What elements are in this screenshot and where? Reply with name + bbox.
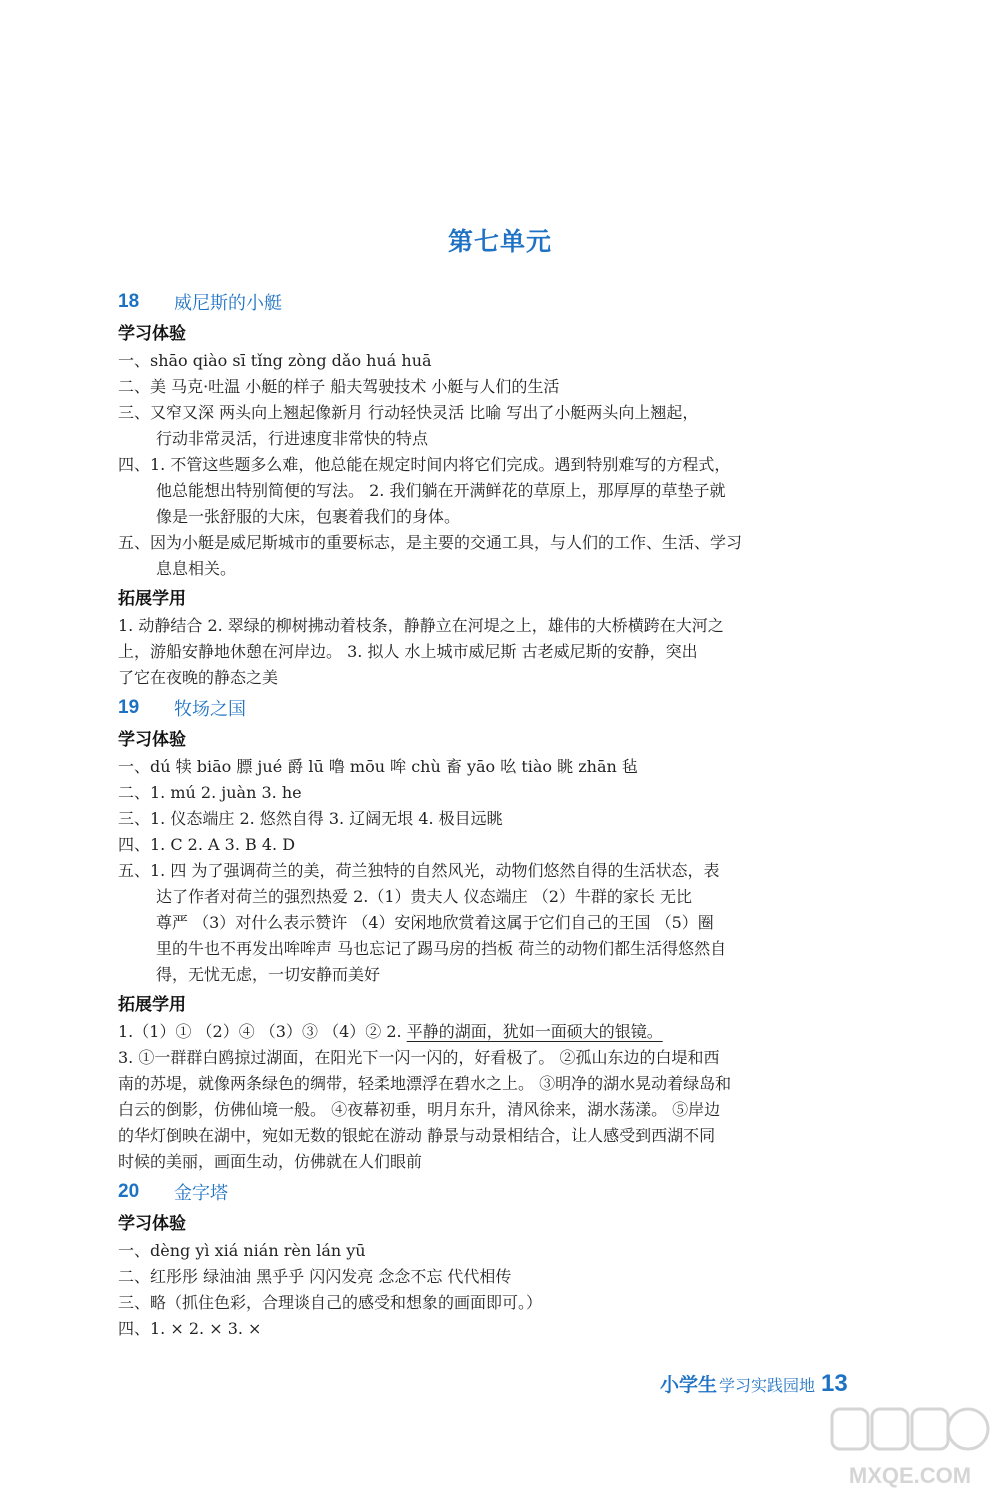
- lesson-number: 18: [118, 291, 140, 312]
- section-heading: 拓展学用: [118, 995, 186, 1015]
- answer-line: 的华灯倒映在湖中，宛如无数的银蛇在游动 静景与动景相结合，让人感受到西湖不同: [118, 1126, 716, 1145]
- answer-line: 白云的倒影，仿佛仙境一般。 ④夜幕初垂，明月东升，清风徐来，湖水荡漾。 ⑤岸边: [118, 1100, 721, 1119]
- answer-line: 时候的美丽，画面生动，仿佛就在人们眼前: [118, 1152, 423, 1171]
- answer-line: 3. ①一群群白鸥掠过湖面，在阳光下一闪一闪的，好看极了。 ②孤山东边的白堤和西: [118, 1048, 720, 1067]
- lesson-title: 金字塔: [174, 1183, 228, 1204]
- watermark-logo: [830, 1405, 990, 1491]
- section-heading: 学习体验: [118, 324, 186, 344]
- answer-line: 四、1. C 2. A 3. B 4. D: [118, 835, 296, 854]
- answer-line: 二、美 马克·吐温 小艇的样子 船夫驾驶技术 小艇与人们的生活: [118, 377, 560, 396]
- lesson-heading: [118, 1177, 888, 1207]
- unit-title: 第七单元: [447, 227, 552, 256]
- page-number: 13: [821, 1370, 848, 1397]
- answer-line: 1. 动静结合 2. 翠绿的柳树拂动着枝条，静静立在河堤之上，雄伟的大桥横跨在大河之: [118, 616, 724, 635]
- svg-text:MXQE.COM: MXQE.COM: [848, 1463, 972, 1488]
- answer-line: 他总能想出特别简便的写法。 2. 我们躺在开满鲜花的草原上，那厚厚的草垫子就: [156, 481, 726, 500]
- section-heading: 学习体验: [118, 1214, 186, 1234]
- answer-line: 南的苏堤，就像两条绿色的绸带，轻柔地漂浮在碧水之上。 ③明净的湖水晃动着绿岛和: [118, 1074, 732, 1093]
- answer-line: 像是一张舒服的大床，包裹着我们的身体。: [156, 507, 461, 526]
- answer-line: 三、1. 仪态端庄 2. 悠然自得 3. 辽阔无垠 4. 极目远眺: [118, 809, 503, 828]
- answer-line: 得，无忧无虑，一切安静而美好: [156, 965, 381, 984]
- footer-brand: [660, 1370, 848, 1398]
- section-heading: 拓展学用: [118, 589, 186, 609]
- answer-line: 上，游船安静地休憩在河岸边。 3. 拟人 水上城市威尼斯 古老威尼斯的安静，突出: [118, 642, 698, 661]
- lesson-title: 牧场之国: [174, 699, 246, 720]
- answer-line: 三、略（抓住色彩，合理谈自己的感受和想象的画面即可。）: [118, 1293, 543, 1312]
- answer-line: 息息相关。: [156, 559, 237, 578]
- answer-line: 二、1. mú 2. juàn 3. he: [118, 783, 302, 802]
- answer-content: [118, 285, 888, 1342]
- answer-line: [118, 1019, 888, 1045]
- answer-line: 了它在夜晚的静态之美: [118, 668, 279, 687]
- answer-line: 一、dèng yì xiá nián rèn lán yū: [118, 1241, 366, 1260]
- brand-sub: 学习实践园地: [719, 1376, 816, 1395]
- lesson-number: 19: [118, 697, 140, 718]
- answer-line: 三、又窄又深 两头向上翘起像新月 行动轻快灵活 比喻 写出了小艇两头向上翘起，: [118, 403, 699, 422]
- answer-line: 五、1. 四 为了强调荷兰的美，荷兰独特的自然风光，动物们悠然自得的生活状态，表: [118, 861, 720, 880]
- answer-line: 里的牛也不再发出哞哞声 马也忘记了踢马房的挡板 荷兰的动物们都生活得悠然自: [156, 939, 727, 958]
- lesson-title: 威尼斯的小艇: [174, 293, 282, 314]
- lesson-number: 20: [118, 1181, 140, 1202]
- answer-text: 1.（1）① （2）④ （3）③ （4）② 2.: [118, 1022, 407, 1041]
- answer-line: 尊严 （3）对什么表示赞许 （4）安闲地欣赏着这属于它们自己的王国 （5）圈: [156, 913, 714, 932]
- answer-line: 一、shāo qiào sī tǐng zòng dǎo huá huā: [118, 351, 432, 370]
- answer-line: 五、因为小艇是威尼斯城市的重要标志，是主要的交通工具，与人们的工作、生活、学习: [118, 533, 743, 552]
- answer-line: 四、1. × 2. × 3. ×: [118, 1319, 262, 1338]
- lesson-heading: [118, 693, 888, 723]
- underlined-answer: 平静的湖面，犹如一面硕大的银镜。: [406, 1022, 663, 1041]
- answer-line: 四、1. 不管这些题多么难，他总能在规定时间内将它们完成。遇到特别难写的方程式，: [118, 455, 731, 474]
- brand-main: 小学生: [660, 1374, 718, 1396]
- lesson-heading: [118, 287, 888, 317]
- answer-line: 一、dú 犊 biāo 膘 jué 爵 lū 噜 mōu 哞 chù 畜 yāo 吆 tiào 眺 zhān 毡: [118, 757, 638, 776]
- section-heading: 学习体验: [118, 730, 186, 750]
- answer-line: 二、红彤彤 绿油油 黑乎乎 闪闪发亮 念念不忘 代代相传: [118, 1267, 512, 1286]
- answer-line: 达了作者对荷兰的强烈热爱 2.（1）贵夫人 仪态端庄 （2）牛群的家长 无比: [156, 887, 692, 906]
- answer-line: 行动非常灵活，行进速度非常快的特点: [156, 429, 429, 448]
